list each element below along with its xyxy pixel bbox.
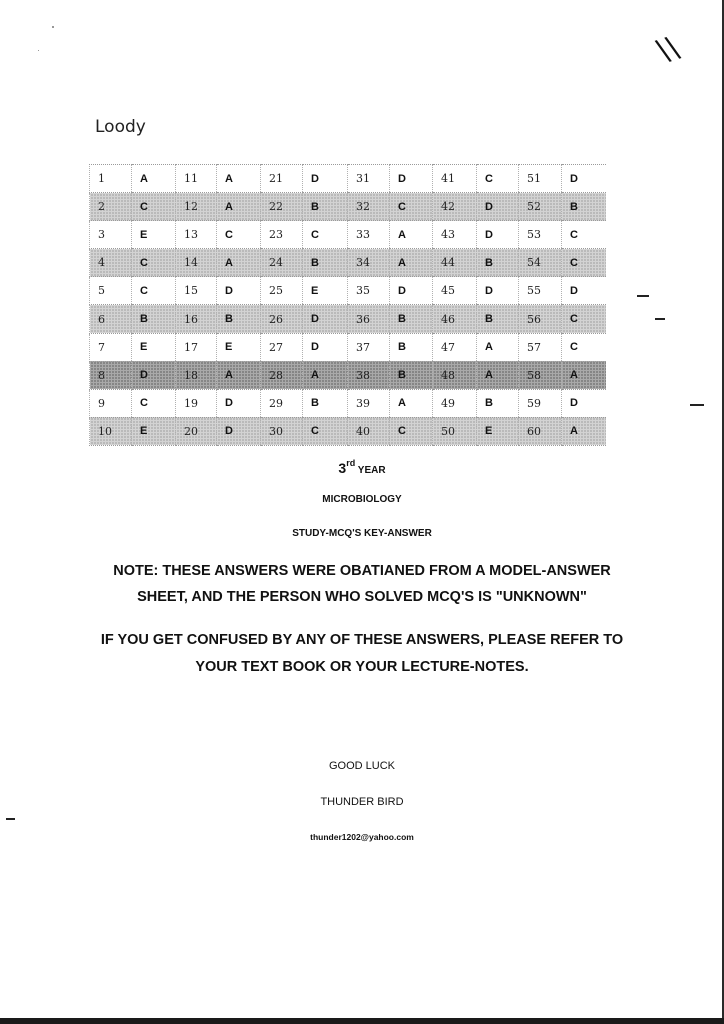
year-number: 3: [338, 460, 347, 476]
page-edge: [0, 1018, 724, 1024]
answer-letter: B: [132, 305, 176, 333]
answer-letter: D: [390, 165, 433, 193]
margin-mark: [637, 295, 649, 297]
table-row: [90, 193, 606, 221]
question-number: 25: [261, 277, 303, 305]
question-number: 30: [261, 417, 303, 445]
answer-letter: A: [217, 165, 261, 193]
good-luck-text: GOOD LUCK: [328, 760, 395, 772]
author-name: THUNDER BIRD: [320, 796, 404, 808]
question-number: 14: [176, 249, 217, 277]
question-number: 28: [261, 361, 303, 389]
table-row: [90, 361, 606, 389]
question-number: 36: [348, 305, 390, 333]
answer-letter: B: [303, 389, 348, 417]
question-number: 37: [348, 333, 390, 361]
question-number: 7: [90, 333, 132, 361]
answer-letter: D: [217, 417, 261, 445]
answer-letter: E: [132, 333, 176, 361]
answer-letter: C: [562, 249, 606, 277]
answer-letter: A: [562, 361, 606, 389]
question-number: 17: [176, 333, 217, 361]
answer-letter: D: [477, 221, 519, 249]
question-number: 29: [261, 389, 303, 417]
answer-letter: D: [303, 165, 348, 193]
question-number: 4: [90, 249, 132, 277]
year-heading: [0, 458, 724, 476]
answer-letter: D: [217, 277, 261, 305]
question-number: 55: [519, 277, 562, 305]
question-number: 60: [519, 417, 562, 445]
answer-letter: C: [303, 417, 348, 445]
question-number: 20: [176, 417, 217, 445]
question-number: 2: [90, 193, 132, 221]
question-number: 21: [261, 165, 303, 193]
question-number: 57: [519, 333, 562, 361]
subject-heading: MICROBIOLOGY: [322, 494, 402, 505]
question-number: 50: [433, 417, 477, 445]
answer-letter: C: [562, 333, 606, 361]
answer-letter: E: [217, 333, 261, 361]
handwritten-name: Loody: [95, 117, 146, 137]
answer-letter: E: [477, 417, 519, 445]
answer-letter: D: [477, 277, 519, 305]
question-number: 8: [90, 361, 132, 389]
question-number: 3: [90, 221, 132, 249]
answer-letter: B: [477, 389, 519, 417]
answer-letter: A: [217, 249, 261, 277]
answer-letter: D: [562, 389, 606, 417]
question-number: 23: [261, 221, 303, 249]
question-number: 44: [433, 249, 477, 277]
question-number: 34: [348, 249, 390, 277]
answer-letter: B: [477, 305, 519, 333]
document-title: STUDY-MCQ'S KEY-ANSWER: [292, 528, 432, 539]
question-number: 12: [176, 193, 217, 221]
scan-speck: [52, 26, 54, 28]
answer-letter: C: [217, 221, 261, 249]
author-email: thunder1202@yahoo.com: [310, 832, 414, 842]
question-number: 51: [519, 165, 562, 193]
year-word: YEAR: [357, 465, 386, 476]
note-line: SHEET, AND THE PERSON WHO SOLVED MCQ'S IS "UNKNOWN": [137, 589, 587, 605]
answer-letter: C: [477, 165, 519, 193]
table-row: [90, 165, 606, 193]
question-number: 52: [519, 193, 562, 221]
answer-letter: D: [390, 277, 433, 305]
margin-mark: [6, 818, 15, 820]
table-row: [90, 277, 606, 305]
question-number: 54: [519, 249, 562, 277]
answer-letter: C: [390, 193, 433, 221]
question-number: 47: [433, 333, 477, 361]
scan-speck: [38, 50, 39, 51]
answer-letter: A: [477, 333, 519, 361]
answer-letter: A: [390, 389, 433, 417]
question-number: 13: [176, 221, 217, 249]
question-number: 53: [519, 221, 562, 249]
year-suffix: rd: [346, 458, 356, 468]
question-number: 31: [348, 165, 390, 193]
question-number: 27: [261, 333, 303, 361]
question-number: 15: [176, 277, 217, 305]
table-row: [90, 417, 606, 445]
question-number: 39: [348, 389, 390, 417]
answer-letter: B: [303, 193, 348, 221]
reference-note-line: IF YOU GET CONFUSED BY ANY OF THESE ANSWERS, PLEASE REFER TO: [100, 632, 624, 648]
question-number: 42: [433, 193, 477, 221]
answer-letter: C: [132, 193, 176, 221]
table-row: [90, 389, 606, 417]
answer-key-body: [90, 165, 606, 446]
answer-key-table: [89, 164, 606, 446]
margin-mark: [655, 318, 665, 320]
table-row: [90, 305, 606, 333]
answer-letter: C: [562, 221, 606, 249]
answer-letter: A: [217, 193, 261, 221]
question-number: 11: [176, 165, 217, 193]
question-number: 56: [519, 305, 562, 333]
answer-letter: D: [303, 333, 348, 361]
question-number: 41: [433, 165, 477, 193]
question-number: 24: [261, 249, 303, 277]
question-number: 48: [433, 361, 477, 389]
table-row: [90, 221, 606, 249]
answer-letter: C: [132, 389, 176, 417]
answer-letter: B: [217, 305, 261, 333]
answer-letter: C: [132, 249, 176, 277]
answer-letter: E: [132, 417, 176, 445]
question-number: 35: [348, 277, 390, 305]
question-number: 46: [433, 305, 477, 333]
answer-letter: D: [217, 389, 261, 417]
question-number: 26: [261, 305, 303, 333]
answer-letter: C: [132, 277, 176, 305]
question-number: 33: [348, 221, 390, 249]
question-number: 22: [261, 193, 303, 221]
answer-letter: A: [303, 361, 348, 389]
answer-letter: A: [132, 165, 176, 193]
corner-handwritten-mark: \\: [653, 29, 684, 70]
answer-letter: B: [477, 249, 519, 277]
question-number: 58: [519, 361, 562, 389]
answer-letter: A: [477, 361, 519, 389]
answer-letter: E: [303, 277, 348, 305]
answer-letter: B: [390, 333, 433, 361]
question-number: 59: [519, 389, 562, 417]
question-number: 32: [348, 193, 390, 221]
question-number: 40: [348, 417, 390, 445]
answer-letter: D: [562, 165, 606, 193]
question-number: 9: [90, 389, 132, 417]
reference-note-line: YOUR TEXT BOOK OR YOUR LECTURE-NOTES.: [195, 659, 529, 675]
note-line: NOTE: THESE ANSWERS WERE OBATIANED FROM A MODEL-ANSWER: [113, 563, 611, 579]
answer-letter: A: [390, 221, 433, 249]
question-number: 18: [176, 361, 217, 389]
question-number: 16: [176, 305, 217, 333]
answer-letter: A: [217, 361, 261, 389]
answer-letter: D: [562, 277, 606, 305]
question-number: 45: [433, 277, 477, 305]
answer-letter: B: [303, 249, 348, 277]
answer-letter: D: [477, 193, 519, 221]
answer-letter: C: [303, 221, 348, 249]
answer-letter: B: [562, 193, 606, 221]
answer-letter: D: [132, 361, 176, 389]
question-number: 5: [90, 277, 132, 305]
question-number: 38: [348, 361, 390, 389]
question-number: 43: [433, 221, 477, 249]
question-number: 49: [433, 389, 477, 417]
margin-mark: [690, 404, 704, 406]
answer-letter: A: [562, 417, 606, 445]
table-row: [90, 333, 606, 361]
question-number: 19: [176, 389, 217, 417]
question-number: 1: [90, 165, 132, 193]
answer-letter: C: [562, 305, 606, 333]
answer-letter: C: [390, 417, 433, 445]
answer-letter: B: [390, 305, 433, 333]
question-number: 10: [90, 417, 132, 445]
answer-letter: D: [303, 305, 348, 333]
table-row: [90, 249, 606, 277]
answer-letter: E: [132, 221, 176, 249]
question-number: 6: [90, 305, 132, 333]
answer-letter: A: [390, 249, 433, 277]
answer-letter: B: [390, 361, 433, 389]
